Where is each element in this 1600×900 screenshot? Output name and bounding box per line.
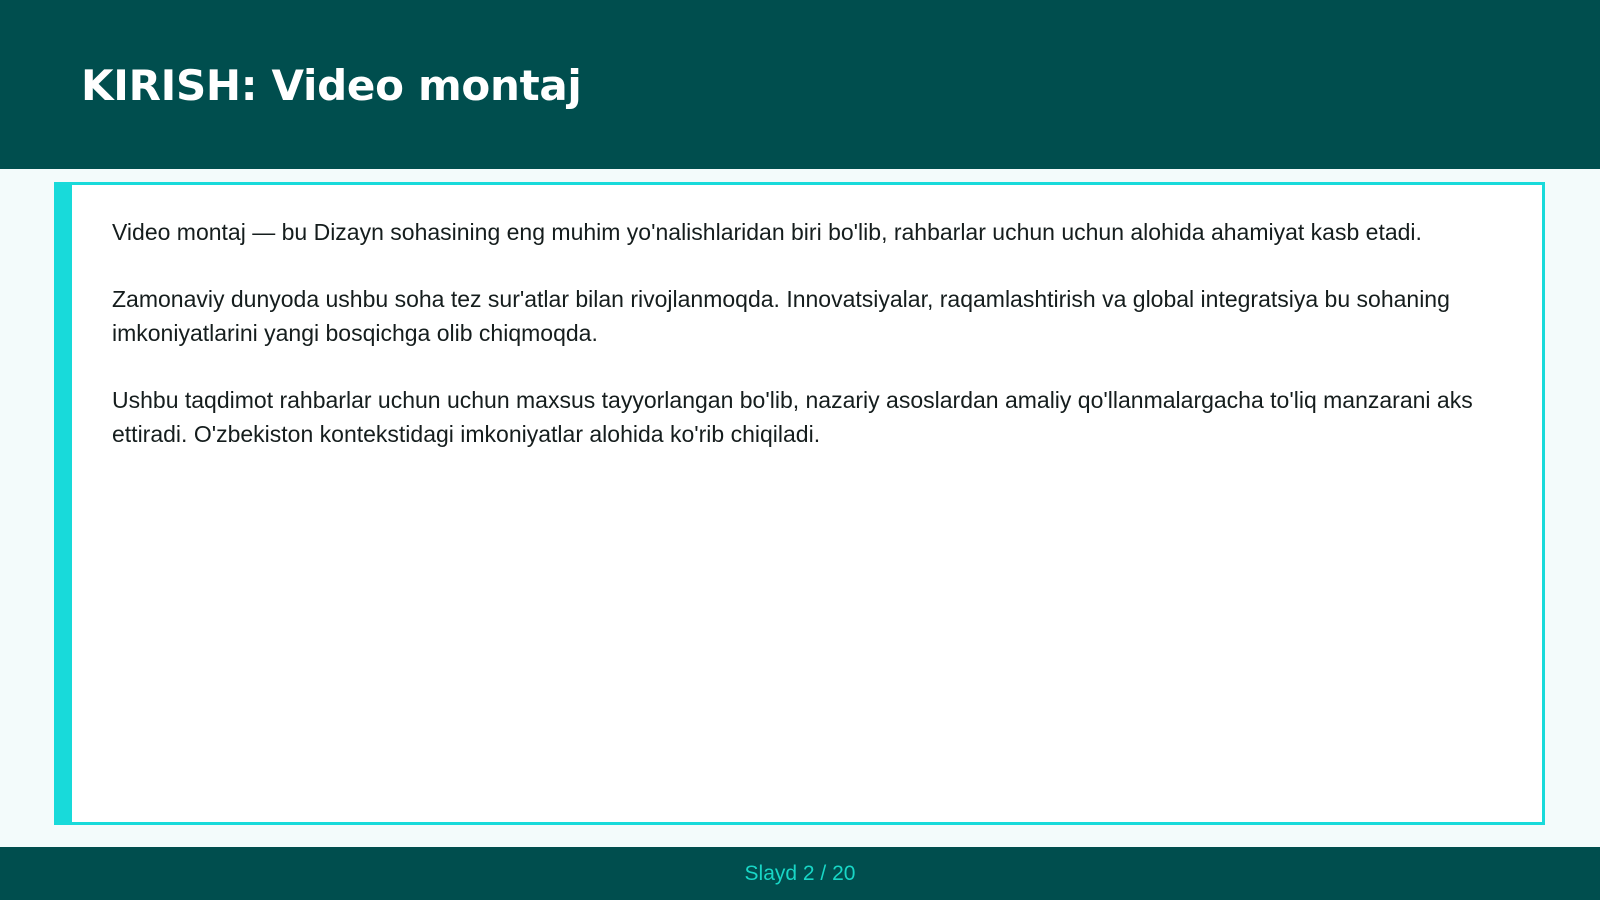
slide-title: KIRISH: Video montaj bbox=[81, 61, 582, 110]
slide-header bbox=[0, 0, 1600, 169]
paragraph-modern-world: Zamonaviy dunyoda ushbu soha tez sur'atlar bilan rivojlanmoqda. Innovatsiyalar, raqamlashtirish va global integratsiya bu sohaning imkoniyatlarini yangi bosqichga olib chiqmoqda. bbox=[112, 286, 1450, 346]
paragraph-presentation: Ushbu taqdimot rahbarlar uchun uchun maxsus tayyorlangan bo'lib, nazariy asoslardan amaliy qo'llanmalargacha to'liq manzarani aks ettiradi. O'zbekiston kontekstidagi imkoniyatlar alohida ko'rib chiqiladi. bbox=[112, 387, 1473, 447]
paragraph-intro: Video montaj — bu Dizayn sohasining eng muhim yo'nalishlaridan biri bo'lib, rahbarlar uchun uchun alohida ahamiyat kasb etadi. bbox=[112, 219, 1422, 245]
slide-number: Slayd 2 / 20 bbox=[744, 862, 856, 885]
content-body bbox=[112, 215, 1507, 484]
content-panel bbox=[54, 182, 1545, 825]
slide-footer bbox=[0, 847, 1600, 900]
